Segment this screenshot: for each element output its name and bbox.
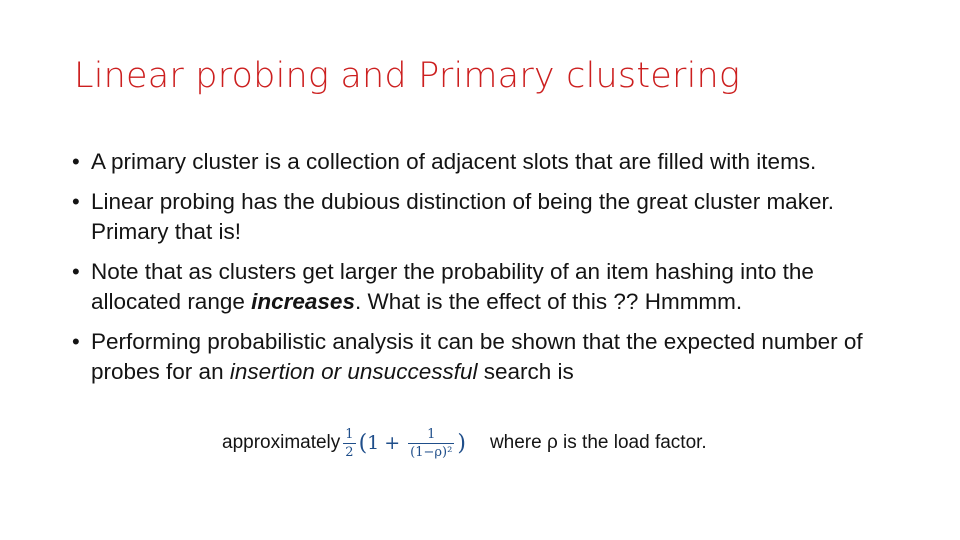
bullet-item [72,327,892,387]
bullet-dot-icon: • [72,149,80,174]
close-paren: ) [457,430,466,456]
plus-sign: + [384,432,401,454]
formula-trail: where ρ is the load factor. [489,432,707,453]
half-denominator: 2 [345,444,354,460]
fraction-bar [343,443,355,444]
bullet-dot-icon: • [72,329,80,354]
bullet-dot-icon: • [72,259,80,284]
formula-one: 1 [367,432,380,454]
formula-line [222,420,707,466]
formula-lead: approximately [222,432,341,453]
fraction-bar [408,443,454,444]
slide-title: Linear probing and Primary clustering [74,56,741,96]
emphasized-text: increases [251,289,355,314]
bullet-text: Note that as clusters get larger the probability of an item hashing into the allocated range [91,259,814,314]
inverse-fraction [408,427,454,460]
bullet-dot-icon: • [72,189,80,214]
bullet-list [72,147,892,397]
expected-probes-formula [340,427,466,460]
half-fraction [343,427,355,460]
bullet-text: Linear probing has the dubious distinction of being the great cluster maker. Primary that is! [91,189,834,244]
open-paren: ( [358,430,368,456]
bullet-text-tail: . What is the effect of this ?? Hmmmm. [354,289,743,314]
inverse-numerator: 1 [427,426,436,442]
emphasized-text: insertion or unsuccessful [229,359,478,384]
bullet-item [72,147,892,177]
half-numerator: 1 [345,426,354,442]
bullet-text: A primary cluster is a collection of adjacent slots that are filled with items. [91,149,817,174]
bullet-item [72,257,892,317]
bullet-item [72,187,892,247]
bullet-text-tail: search is [477,359,574,384]
inverse-denominator: (1−ρ)² [410,444,453,460]
bullet-text: Performing probabilistic analysis it can be shown that the expected number of probes for an [91,329,863,384]
